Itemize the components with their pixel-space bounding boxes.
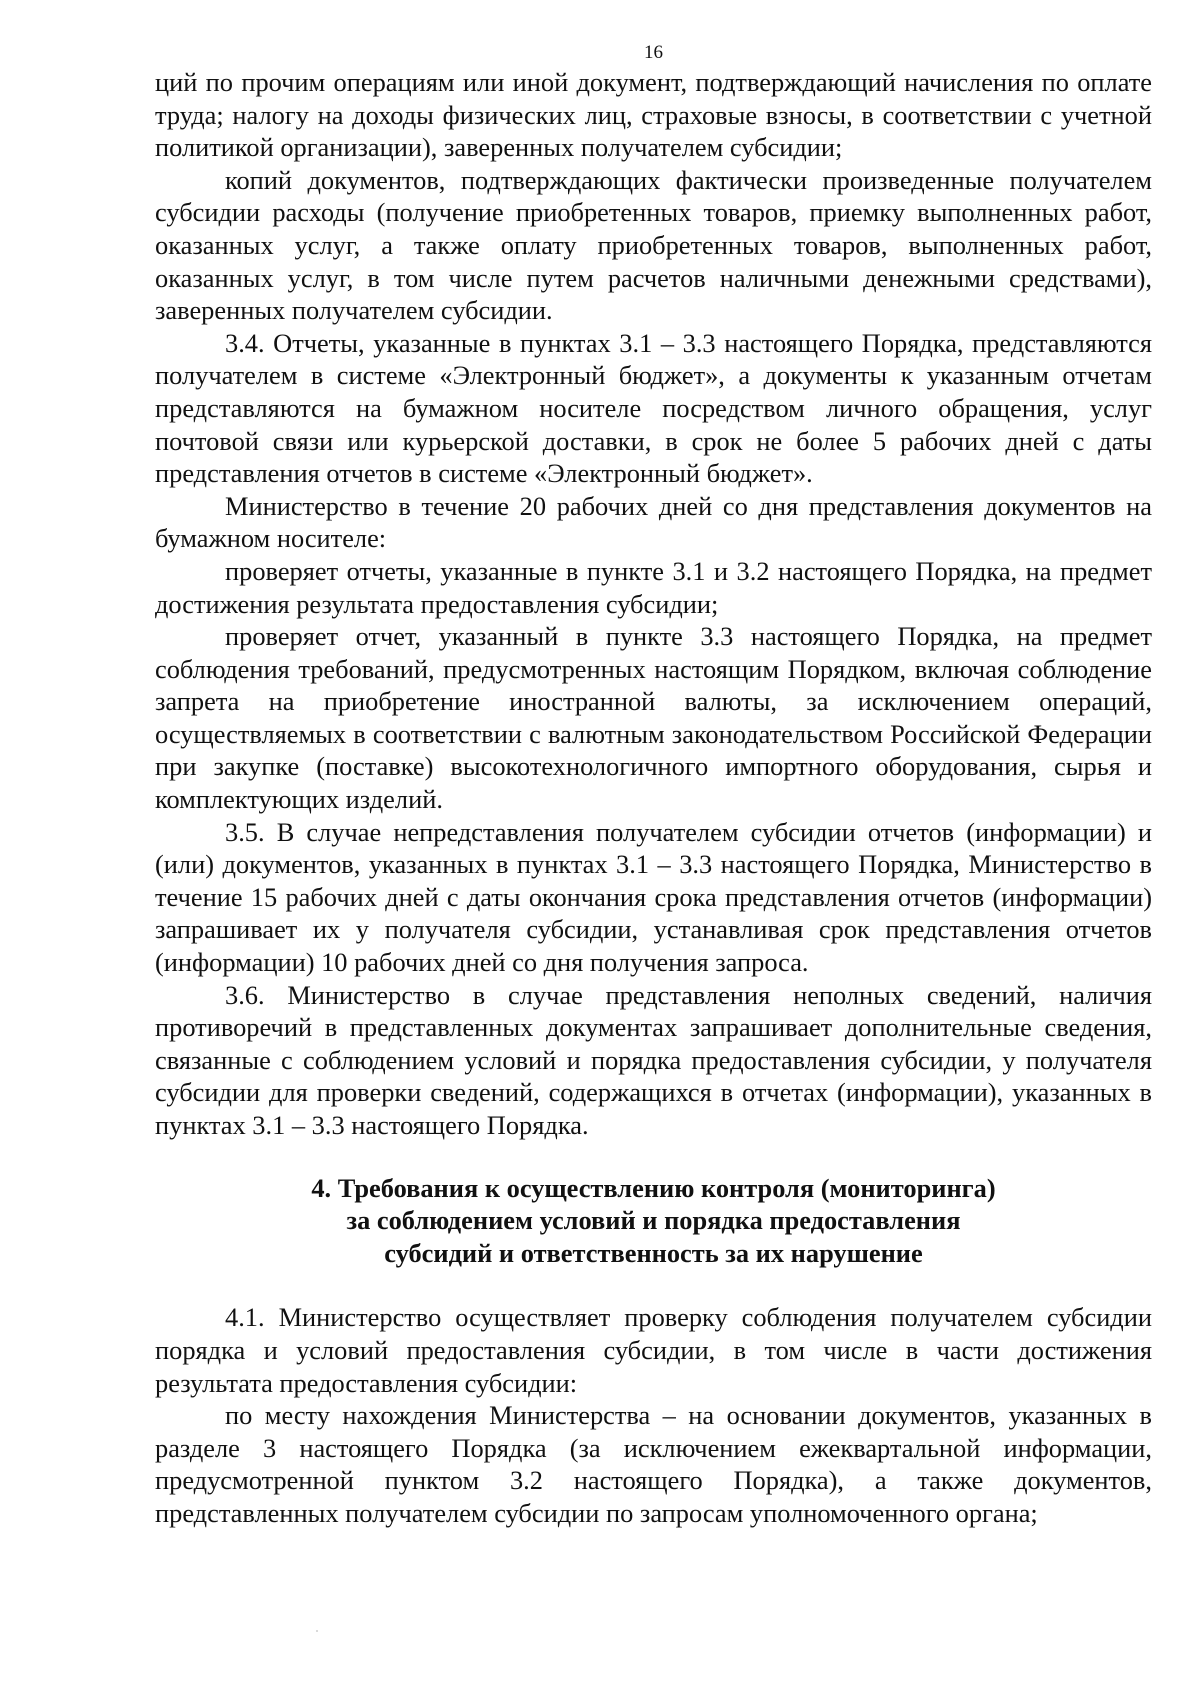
section-heading bbox=[155, 1172, 1152, 1270]
paragraph-checks-reports-3-1-3-2: проверяет отчеты, указанные в пункте 3.1 и 3.2 настоящего Порядка, на предмет достижения результата предоставления субсидии; bbox=[155, 555, 1152, 619]
paragraph-3-6: 3.6. Министерство в случае представления неполных сведений, наличия противоречий в представленных документах запрашивает дополнительные сведения, связанные с соблюдением условий и порядка предоставления субсидии, у получателя субсидии для проверки сведений, содержащихся в отчетах (информации), указанных в пунктах 3.1 – 3.3 настоящего Порядка. bbox=[155, 979, 1152, 1140]
section-heading-line-1: 4. Требования к осуществлению контроля (мониторинга) bbox=[311, 1172, 996, 1203]
scan-speck bbox=[316, 1630, 318, 1632]
body-text-bottom bbox=[155, 1301, 1152, 1529]
paragraph-checks-report-3-3: проверяет отчет, указанный в пункте 3.3 настоящего Порядка, на предмет соблюдения требований, предусмотренных настоящим Порядком, включая соблюдение запрета на приобретение иностранной валюты, за исключением операций, осуществляемых в соответствии с валютным законодательством Российской Федерации при закупке (поставке) высокотехнологичного импортного оборудования, сырья и комплектующих изделий. bbox=[155, 621, 1152, 815]
page-number: 16 bbox=[644, 42, 663, 63]
paragraph-ministry-review: Министерство в течение 20 рабочих дней со дня представления документов на бумажном носителе: bbox=[155, 490, 1152, 554]
section-heading-line-3: субсидий и ответственность за их нарушение bbox=[384, 1237, 923, 1268]
paragraph-copies-of-documents: копий документов, подтверждающих фактически произведенные получателем субсидии расходы (получение приобретенных товаров, приемку выполненных работ, оказанных услуг, а также оплату приобретенных товаров, выполненных работ, оказанных услуг, в том числе путем расчетов наличными денежными средствами), заверенных получателем субсидии. bbox=[155, 164, 1152, 326]
section-heading-line-2: за соблюдением условий и порядка предоставления bbox=[346, 1205, 961, 1236]
paragraph-ministry-location: по месту нахождения Министерства – на основании документов, указанных в разделе 3 настоящего Порядка (за исключением ежеквартальной информации, предусмотренной пунктом 3.2 настоящего Порядка), а также документов, представленных получателем субсидии по запросам уполномоченного органа; bbox=[155, 1400, 1152, 1528]
paragraph-4-1: 4.1. Министерство осуществляет проверку соблюдения получателем субсидии порядка и условий предоставления субсидии, в том числе в части достижения результата предоставления субсидии: bbox=[155, 1302, 1152, 1398]
paragraph-continuation: ций по прочим операциям или иной документ, подтверждающий начисления по оплате труда; налогу на доходы физических лиц, страховые взносы, в соответствии с учетной политикой организации), заверенных получателем субсидии; bbox=[155, 67, 1152, 163]
paragraph-3-5: 3.5. В случае непредставления получателем субсидии отчетов (информации) и (или) документов, указанных в пунктах 3.1 – 3.3 настоящего Порядка, Министерство в течение 15 рабочих дней с даты окончания срока представления отчетов (информации) запрашивает их у получателя субсидии, устанавливая срок представления отчетов (информации) 10 рабочих дней со дня получения запроса. bbox=[155, 816, 1152, 978]
paragraph-3-4: 3.4. Отчеты, указанные в пунктах 3.1 – 3.3 настоящего Порядка, представляются получателем в системе «Электронный бюджет», а документы к указанным отчетам представляются на бумажном носителе посредством личного обращения, услуг почтовой связи или курьерской доставки, в срок не более 5 рабочих дней с даты представления отчетов в системе «Электронный бюджет». bbox=[155, 327, 1152, 489]
body-text-top bbox=[155, 66, 1152, 1142]
